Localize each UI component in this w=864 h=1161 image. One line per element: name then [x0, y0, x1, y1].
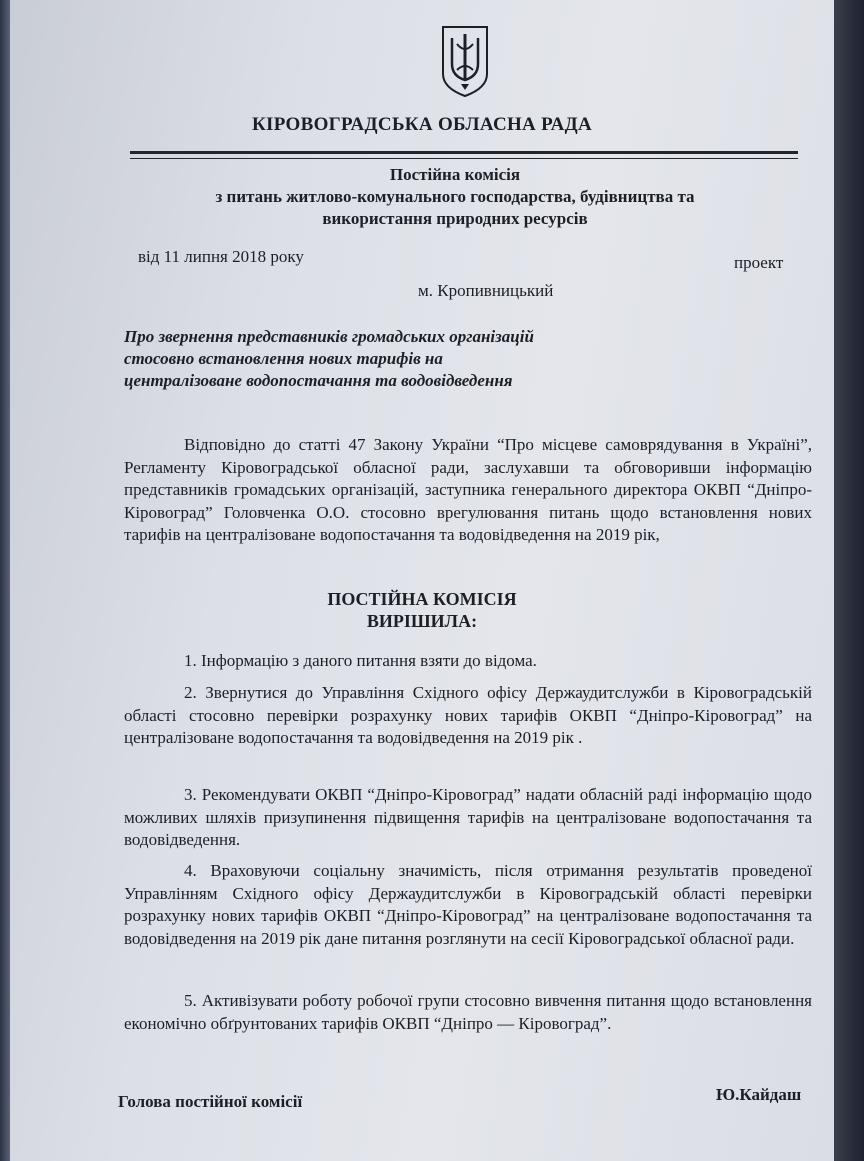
- commission-title: [70, 164, 834, 230]
- decision-heading: [10, 588, 834, 632]
- decision-item-2: 2. Звернутися до Управління Східного офісу Держаудитслужби в Кіровоградській області стосовно перевірки розрахунку нових тарифів ОКВП “Дніпро-Кіровоград” на централізоване водопостачання та водовідведення на 2019 рік .: [124, 683, 812, 747]
- signature-name: Ю.Кайдаш: [716, 1085, 802, 1104]
- document-subject: Про звернення представників громадських організацій стосовно встановлення нових тарифів на централізоване водопостачання та водовідведення: [124, 327, 534, 390]
- council-name: КІРОВОГРАДСЬКА ОБЛАСНА РАДА: [251, 114, 593, 135]
- commission-line-1: Постійна комісія: [389, 165, 521, 184]
- decision-heading-line-2: ВИРІШИЛА:: [366, 611, 478, 631]
- header-divider-thin: [130, 158, 798, 159]
- decision-item-1: 1. Інформацію з даного питання взяти до відома.: [184, 651, 537, 670]
- trident-emblem-icon: [440, 24, 490, 98]
- background-right-edge: [834, 0, 864, 1161]
- draft-label: проект: [734, 253, 784, 272]
- city-name: м. Кропивницький: [418, 281, 554, 300]
- document-date: від 11 липня 2018 року: [138, 247, 304, 266]
- decision-item-5: 5. Активізувати роботу робочої групи стосовно вивчення питання щодо встановлення економічно обґрунтованих тарифів ОКВП “Дніпро — Кіровоград”.: [124, 991, 812, 1033]
- document-page: [10, 0, 834, 1161]
- header-divider-thick: [130, 151, 798, 154]
- intro-paragraph: Відповідно до статті 47 Закону України “Про місцеве самоврядування в Україні”, Регламенту Кіровоградської обласної ради, заслухавши та обговоривши інформацію представників громадських організацій, заступника генерального директора ОКВП “Дніпро-Кіровоград” Головченка О.О. стосовно врегулювання питань щодо встановлення нових тарифів на централізоване водопостачання та водовідведення на 2019 рік,: [124, 435, 812, 544]
- commission-line-2: з питань житлово-комунального господарства, будівництва та: [215, 187, 695, 206]
- commission-line-3: використання природних ресурсів: [322, 209, 588, 228]
- decision-heading-line-1: ПОСТІЙНА КОМІСІЯ: [327, 589, 517, 609]
- decision-item-4: 4. Враховуючи соціальну значимість, після отримання результатів проведеної Управлінням Східного офісу Держаудитслужби в Кіровоградській області перевірки розрахунку нових тарифів ОКВП “Дніпро-Кіровоград” на централізоване водопостачання та водовідведення на 2019 рік дане питання розглянути на сесії Кіровоградської обласної ради.: [124, 861, 812, 948]
- background-left-edge: [0, 0, 10, 1161]
- signature-title: Голова постійної комісії: [118, 1092, 303, 1111]
- decision-item-3: 3. Рекомендувати ОКВП “Дніпро-Кіровоград” надати обласній раді інформацію щодо можливих шляхів призупинення підвищення тарифів на централізоване водопостачання та водовідведення.: [124, 785, 812, 849]
